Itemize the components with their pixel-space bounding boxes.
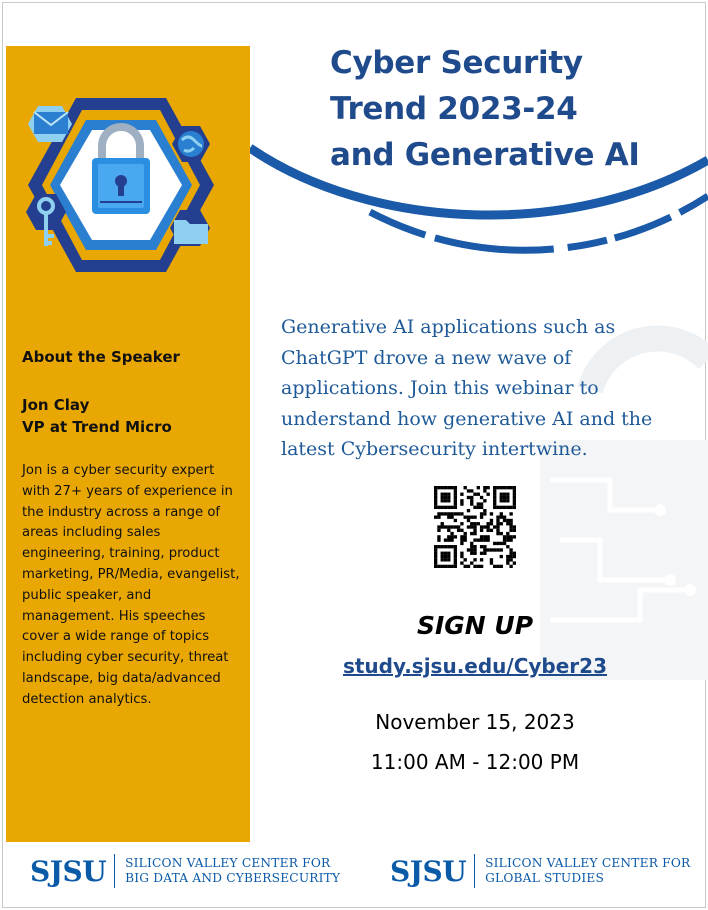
speaker-name-block: [22, 394, 172, 438]
event-description: Generative AI applications such as ChatGPT drove a new wave of applications. Join this webinar to understand how generative AI and the latest Cybersecurity intertwine.: [281, 316, 653, 460]
event-time: 11:00 AM - 12:00 PM: [370, 750, 580, 774]
sjsu-wordmark: SJSU: [30, 854, 107, 888]
logo-divider: [114, 854, 115, 888]
speaker-name: Jon Clay: [22, 396, 90, 414]
event-title: [330, 40, 670, 178]
sjsu-wordmark: SJSU: [390, 854, 467, 888]
title-line-1: Cyber Security: [330, 45, 583, 81]
signup-heading: SIGN UP: [416, 611, 534, 640]
logo-center-name: [485, 856, 690, 886]
logo-line-2: GLOBAL STUDIES: [485, 871, 605, 885]
sjsu-bigdata-logo: [30, 854, 340, 888]
security-illustration: [16, 90, 226, 280]
speaker-role: VP at Trend Micro: [22, 418, 172, 436]
logo-line-1: SILICON VALLEY CENTER FOR: [485, 856, 691, 870]
logo-line-2: BIG DATA AND CYBERSECURITY: [125, 871, 341, 885]
logo-divider: [474, 854, 475, 888]
logo-center-name: [125, 856, 340, 886]
title-line-2: Trend 2023-24: [330, 91, 578, 127]
logo-line-1: SILICON VALLEY CENTER FOR: [125, 856, 331, 870]
signup-link[interactable]: study.sjsu.edu/Cyber23: [342, 654, 608, 678]
title-line-3: and Generative AI: [330, 137, 640, 173]
event-date: November 15, 2023: [375, 710, 575, 734]
sjsu-global-logo: [390, 854, 690, 888]
speaker-bio: Jon is a cyber security expert with 27+ years of experience in the industry across a range of areas including sales engineering, training, product marketing, PR/Media, evangelist, public speaker, and management. His speeches cover a wide range of topics including cyber security, threat landscape, big data/advanced detection analytics.: [22, 463, 240, 707]
qr-code-icon[interactable]: [434, 486, 516, 568]
speaker-heading: About the Speaker: [22, 348, 180, 366]
